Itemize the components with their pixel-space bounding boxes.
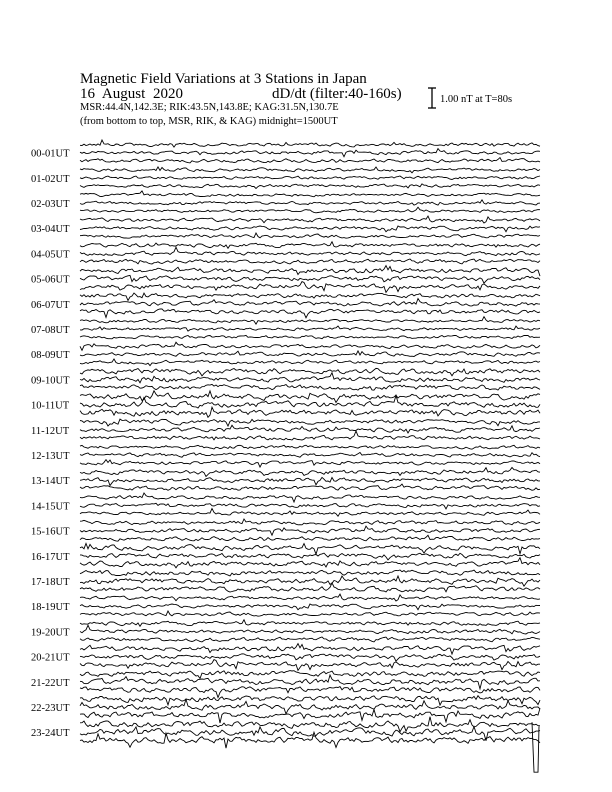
trace-rik (80, 699, 540, 714)
hour-label: 16-17UT (31, 551, 70, 563)
hour-label: 05-06UT (31, 274, 70, 286)
trace-kag (80, 493, 540, 502)
trace-msr (80, 407, 540, 417)
trace-kag (80, 266, 540, 277)
hour-label: 12-13UT (31, 451, 70, 462)
trace-kag (80, 391, 540, 403)
trace-msr (80, 335, 540, 338)
chart-title: Magnetic Field Variations at 3 Stations in Japan (80, 71, 367, 87)
trace-msr (80, 708, 540, 723)
hour-label: 17-18UT (31, 577, 70, 588)
trace-kag (80, 696, 540, 705)
trace-msr (80, 535, 540, 541)
trace-kag (80, 570, 540, 576)
trace-msr (80, 484, 540, 490)
trace-rik (80, 176, 540, 180)
station-order-note: (from bottom to top, MSR, RIK, & KAG) midnight=1500UT (80, 116, 338, 127)
hour-label: 21-22UT (31, 677, 70, 689)
trace-msr (80, 509, 540, 517)
trace-rik (80, 425, 540, 433)
trace-rik (80, 625, 540, 634)
scale-bar (428, 88, 436, 108)
hour-label: 20-21UT (31, 652, 70, 664)
trace-msr (80, 259, 540, 264)
hour-label: 03-04UT (31, 224, 70, 236)
trace-rik (80, 654, 540, 661)
chart-quantity: dD/dt (filter:40-160s) (272, 86, 402, 102)
scale-bar-label: 1.00 nT at T=80s (440, 94, 513, 105)
trace-rik (80, 299, 540, 307)
hour-label: 15-16UT (31, 526, 70, 538)
trace-rik (80, 675, 540, 689)
trace-kag (80, 519, 540, 525)
hour-label: 04-05UT (31, 249, 70, 261)
trace-kag (80, 671, 540, 679)
hour-label: 11-12UT (31, 425, 70, 437)
trace-msr (80, 732, 540, 748)
hour-label: 09-10UT (31, 375, 70, 387)
trace-msr (80, 583, 540, 592)
trace-kag (80, 317, 540, 324)
trace-kag (80, 368, 540, 376)
hour-label: 01-02UT (31, 173, 70, 185)
trace-rik (80, 526, 540, 535)
trace-rik (80, 576, 540, 586)
trace-rik (80, 477, 540, 485)
trace-kag (80, 167, 540, 173)
hour-label: 23-24UT (31, 728, 70, 740)
trace-kag (80, 191, 540, 197)
hour-label: 07-08UT (31, 325, 70, 336)
trace-msr (80, 359, 540, 366)
trace-rik (80, 326, 540, 331)
trace-msr (80, 184, 540, 189)
trace-msr (80, 158, 540, 163)
trace-rik (80, 453, 540, 458)
trace-msr (80, 611, 540, 616)
trace-kag (80, 468, 540, 477)
trace-rik (80, 553, 540, 560)
trace-kag (80, 216, 540, 223)
trace-rik (80, 226, 540, 232)
hour-label: 08-09UT (31, 350, 70, 362)
station-coordinates: MSR:44.4N,142.3E; RIK:43.5N,143.8E; KAG:31.5N,130.7E (80, 102, 339, 113)
hour-label: 19-20UT (31, 627, 70, 639)
trace-rik (80, 247, 540, 255)
hour-label: 02-03UT (31, 199, 70, 210)
trace-msr (80, 660, 540, 671)
hour-label: 06-07UT (31, 299, 70, 311)
trace-kag (80, 543, 540, 554)
trace-kag (80, 293, 540, 301)
trace-rik (80, 351, 540, 357)
hour-label: 14-15UT (31, 501, 70, 513)
trace-msr (80, 431, 540, 440)
trace-kag (80, 419, 540, 426)
trace-msr (80, 384, 540, 390)
trace-msr (80, 558, 540, 568)
chart-date: 16 August 2020 (80, 86, 184, 102)
trace-msr (80, 687, 540, 698)
trace-msr (80, 637, 540, 642)
trace-kag (80, 242, 540, 249)
hour-label: 10-11UT (31, 400, 70, 412)
hour-rows (31, 140, 540, 772)
trace-rik (80, 149, 540, 157)
trace-kag (80, 644, 540, 655)
trace-kag (80, 342, 540, 350)
trace-msr (80, 309, 540, 318)
hour-label: 22-23UT (31, 703, 70, 714)
trace-rik (80, 275, 540, 283)
trace-kag (80, 620, 540, 627)
trace-rik (80, 200, 540, 205)
trace-msr (80, 282, 540, 293)
hour-label: 18-19UT (31, 602, 70, 614)
hour-label: 00-01UT (31, 148, 70, 160)
trace-msr (80, 207, 540, 213)
trace-kag (80, 140, 540, 147)
trace-rik (80, 503, 540, 509)
trace-rik (80, 373, 540, 383)
hour-label: 13-14UT (31, 476, 70, 488)
trace-msr (80, 460, 540, 468)
trace-excursion (532, 722, 539, 772)
trace-rik (80, 604, 540, 610)
trace-msr (80, 233, 540, 238)
trace-rik (80, 727, 540, 741)
trace-kag (80, 445, 540, 449)
trace-kag (80, 717, 540, 732)
trace-kag (80, 594, 540, 601)
